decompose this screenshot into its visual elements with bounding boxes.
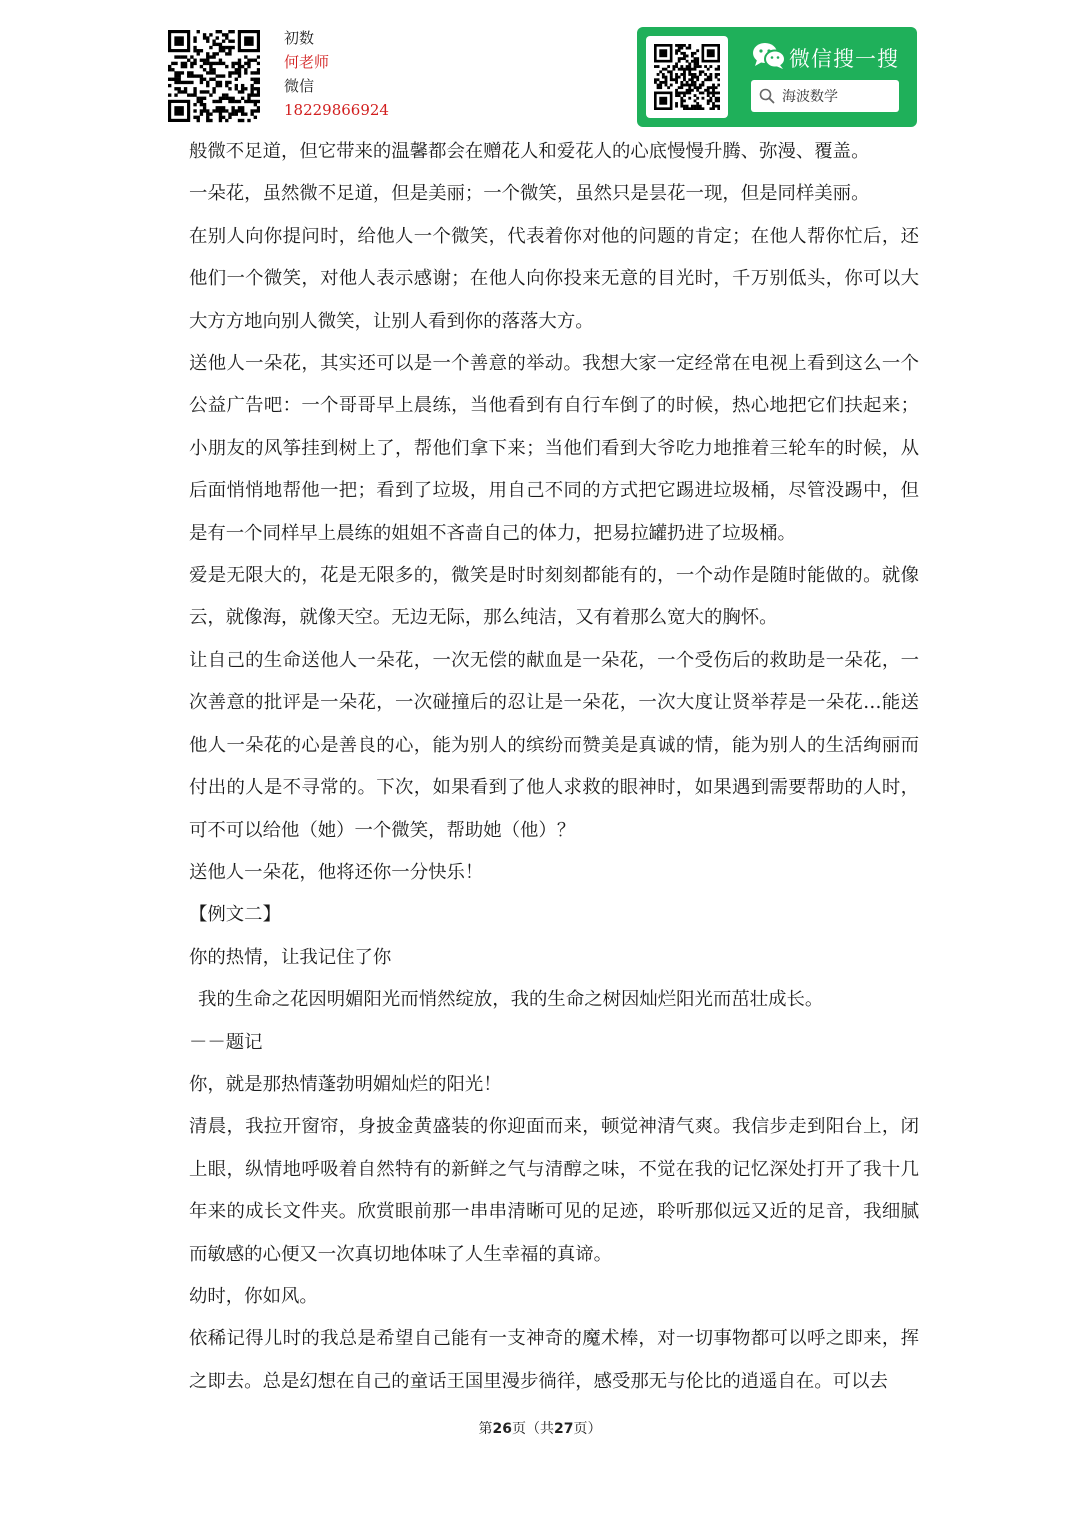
paragraph: 送他人一朵花，他将还你一分快乐！	[189, 861, 484, 883]
footer-mid: 页（共	[512, 1421, 554, 1437]
paragraph: 般微不足道，但它带来的温馨都会在赠花人和爱花人的心底慢慢升腾、弥漫、覆盖。	[189, 141, 870, 162]
paragraph: 清晨，我拉开窗帘，身披金黄盛装的你迎面而来，顿觉神清气爽。我信步走到阳台上，闭上眼，纵情地呼吸着自然特有的新鲜之气与清醇之味，不觉在我的记忆深处打开了我十几年来的成长文件夹。欣赏眼前那一串串清晰可见的足迹，聆听那似远又近的足音，我细腻而敏感的心便又一次真切地体味了人生幸福的真谛。	[189, 1116, 919, 1265]
essay-title: 你的热情，让我记住了你	[189, 946, 392, 968]
contact-wechat-label: 微信	[284, 77, 315, 95]
contact-subject: 初数	[284, 29, 315, 47]
contact-qr-code	[168, 30, 260, 126]
contact-name: 何老师	[284, 53, 330, 71]
contact-phone: 18229866924	[284, 101, 389, 119]
paragraph: 一朵花，虽然微不足道，但是美丽；一个微笑，虽然只是昙花一现，但是同样美丽。	[189, 183, 870, 205]
paragraph: 让自己的生命送他人一朵花，一次无偿的献血是一朵花，一个受伤后的救助是一朵花，一次善意的批评是一朵花，一次碰撞后的忍让是一朵花，一次大度让贤举荐是一朵花…能送他人一朵花的心是善良的心，能为别人的缤纷而赞美是真诚的情，能为别人的生活绚丽而付出的人是不寻常的。下次，如果看到了他人求救的眼神时，如果遇到需要帮助的人时，可不可以给他（她）一个微笑，帮助她（他）？	[189, 649, 919, 841]
paragraph: 幼时，你如风。	[189, 1285, 318, 1307]
current-page-number: 26	[492, 1421, 512, 1437]
wechat-qr-code	[646, 36, 728, 118]
paragraph: 在别人向你提问时，给他人一个微笑，代表着你对他的问题的肯定；在他人帮你忙后，还他们一个微笑，对他人表示感谢；在他人向你投来无意的目光时，千万别低头，你可以大大方方地向别人微笑，让别人看到你的落落大方。	[189, 225, 919, 332]
paragraph: 送他人一朵花，其实还可以是一个善意的举动。我想大家一定经常在电视上看到这么一个公益广告吧：一个哥哥早上晨练，当他看到有自行车倒了的时候，热心地把它们扶起来；小朋友的风筝挂到树上了，帮他们拿下来；当他们看到大爷吃力地推着三轮车的时候，从后面悄悄地帮他一把；看到了垃圾，用自己不同的方式把它踢进垃圾桶，尽管没踢中，但是有一个同样早上晨练的姐姐不吝啬自己的体力，把易拉罐扔进了垃圾桶。	[189, 353, 919, 544]
paragraph: 爱是无限大的，花是无限多的，微笑是时时刻刻都能有的，一个动作是随时能做的。就像云，就像海，就像天空。无边无际，那么纯洁，又有着那么宽大的胸怀。	[189, 565, 919, 629]
total-page-count: 27	[554, 1421, 574, 1437]
paragraph: 依稀记得儿时的我总是希望自己能有一支神奇的魔术棒，对一切事物都可以呼之即来，挥之即去。总是幻想在自己的童话王国里漫步徜徉，感受那无与伦比的逍遥自在。可以去	[189, 1328, 919, 1392]
epigraph-attribution: －－题记	[189, 1031, 263, 1053]
paragraph: 你，就是那热情蓬勃明媚灿烂的阳光！	[189, 1073, 502, 1095]
search-icon	[759, 88, 775, 108]
epigraph: 我的生命之花因明媚阳光而悄然绽放，我的生命之树因灿烂阳光而茁壮成长。	[198, 989, 824, 1011]
footer-prefix: 第	[478, 1421, 493, 1437]
contact-info	[284, 26, 389, 122]
wechat-search-title: 微信搜一搜	[789, 47, 899, 71]
wechat-search-banner	[637, 27, 917, 127]
wechat-search-query: 海波数学	[782, 89, 838, 105]
article-body	[189, 131, 919, 1403]
wechat-logo-icon	[752, 42, 786, 74]
section-heading: 【例文二】	[189, 904, 281, 926]
page-header	[0, 0, 1080, 135]
wechat-search-input[interactable]	[751, 80, 899, 112]
page-footer	[0, 1418, 1080, 1438]
footer-suffix: 页）	[573, 1421, 602, 1437]
